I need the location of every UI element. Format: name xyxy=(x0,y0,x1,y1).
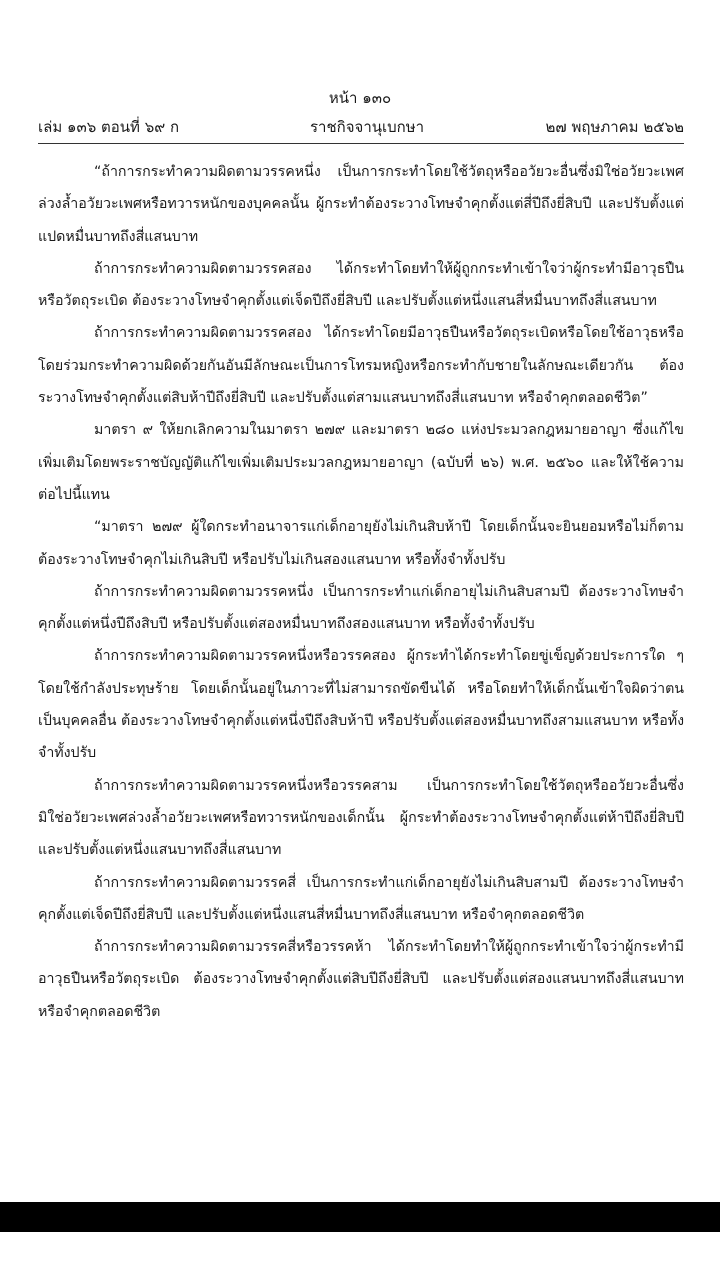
volume-issue: เล่ม ๑๓๖ ตอนที่ ๖๙ ก xyxy=(38,118,180,136)
publication-date: ๒๗ พฤษภาคม ๒๕๖๒ xyxy=(545,118,684,136)
paragraph: ถ้าการกระทำความผิดตามวรรคสี่หรือวรรคห้า ได้กระทำโดยทำให้ผู้ถูกกระทำเข้าใจว่าผู้กระทำมีอาวุธปืนหรือวัตถุระเบิด ต้องระวางโทษจำคุกตั้งแต่สิบปีถึงยี่สิบปี และปรับตั้งแต่สองแสนบาทถึงสี่แสนบาท หรือจำคุกตลอดชีวิต xyxy=(38,939,684,1020)
paragraph: ถ้าการกระทำความผิดตามวรรคหนึ่งหรือวรรคสอง ผู้กระทำได้กระทำโดยขู่เข็ญด้วยประการใด ๆ โดยใช้กำลังประทุษร้าย โดยเด็กนั้นอยู่ในภาวะที่ไม่สามารถขัดขืนได้ หรือโดยทำให้เด็กนั้นเข้าใจผิดว่าตนเป็นบุคคลอื่น ต้องระวางโทษจำคุกตั้งแต่หนึ่งปีถึงสิบห้าปี หรือปรับตั้งแต่สองหมื่นบาทถึงสามแสนบาท หรือทั้งจำทั้งปรับ xyxy=(38,648,684,762)
paragraph: ถ้าการกระทำความผิดตามวรรคสอง ได้กระทำโดยมีอาวุธปืนหรือวัตถุระเบิดหรือโดยใช้อาวุธหรือโดยร่วมกระทำความผิดด้วยกันอันมีลักษณะเป็นการโทรมหญิงหรือกระทำกับชายในลักษณะเดียวกัน ต้องระวางโทษจำคุกตั้งแต่สิบห้าปีถึงยี่สิบปี และปรับตั้งแต่สามแสนบาทถึงสี่แสนบาท หรือจำคุกตลอดชีวิต” xyxy=(38,325,684,407)
paragraph: ถ้าการกระทำความผิดตามวรรคหนึ่ง เป็นการกระทำแก่เด็กอายุไม่เกินสิบสามปี ต้องระวางโทษจำคุกตั้งแต่หนึ่งปีถึงสิบปี หรือปรับตั้งแต่สองหมื่นบาทถึงสองแสนบาท หรือทั้งจำทั้งปรับ xyxy=(38,583,684,633)
navigation-bar xyxy=(0,1202,720,1232)
gazette-header xyxy=(38,115,684,139)
paragraph: “ถ้าการกระทำความผิดตามวรรคหนึ่ง เป็นการกระทำโดยใช้วัตถุหรืออวัยวะอื่นซึ่งมิใช่อวัยวะเพศล่วงล้ำอวัยวะเพศหรือทวารหนักของบุคคลนั้น ผู้กระทำต้องระวางโทษจำคุกตั้งแต่สี่ปีถึงยี่สิบปี และปรับตั้งแต่แปดหมื่นบาทถึงสี่แสนบาท xyxy=(38,164,684,245)
paragraph: มาตรา ๙ ให้ยกเลิกความในมาตรา ๒๗๙ และมาตรา ๒๘๐ แห่งประมวลกฎหมายอาญา ซึ่งแก้ไขเพิ่มเติมโดยพระราชบัญญัติแก้ไขเพิ่มเติมประมวลกฎหมายอาญา (ฉบับที่ ๒๖) พ.ศ. ๒๕๖๐ และให้ใช้ความต่อไปนี้แทน xyxy=(38,422,684,503)
paragraph: ถ้าการกระทำความผิดตามวรรคหนึ่งหรือวรรคสาม เป็นการกระทำโดยใช้วัตถุหรืออวัยวะอื่นซึ่งมิใช่อวัยวะเพศล่วงล้ำอวัยวะเพศหรือทวารหนักของเด็กนั้น ผู้กระทำต้องระวางโทษจำคุกตั้งแต่ห้าปีถึงยี่สิบปี และปรับตั้งแต่หนึ่งแสนบาทถึงสี่แสนบาท xyxy=(38,777,684,859)
document-body xyxy=(38,156,684,1028)
page-number: หน้า ๑๓๐ xyxy=(328,89,392,107)
paragraph: “มาตรา ๒๗๙ ผู้ใดกระทำอนาจารแก่เด็กอายุยังไม่เกินสิบห้าปี โดยเด็กนั้นจะยินยอมหรือไม่ก็ตาม ต้องระวางโทษจำคุกไม่เกินสิบปี หรือปรับไม่เกินสองแสนบาท หรือทั้งจำทั้งปรับ xyxy=(38,519,684,568)
header-divider xyxy=(38,143,684,144)
paragraph: ถ้าการกระทำความผิดตามวรรคสอง ได้กระทำโดยทำให้ผู้ถูกกระทำเข้าใจว่าผู้กระทำมีอาวุธปืนหรือวัตถุระเบิด ต้องระวางโทษจำคุกตั้งแต่เจ็ดปีถึงยี่สิบปี และปรับตั้งแต่หนึ่งแสนสี่หมื่นบาทถึงสี่แสนบาท xyxy=(38,260,684,310)
publication-name: ราชกิจจานุเบกษา xyxy=(310,118,425,136)
paragraph: ถ้าการกระทำความผิดตามวรรคสี่ เป็นการกระทำแก่เด็กอายุยังไม่เกินสิบสามปี ต้องระวางโทษจำคุกตั้งแต่เจ็ดปีถึงยี่สิบปี และปรับตั้งแต่หนึ่งแสนสี่หมื่นบาทถึงสี่แสนบาท หรือจำคุกตลอดชีวิต xyxy=(38,874,684,923)
